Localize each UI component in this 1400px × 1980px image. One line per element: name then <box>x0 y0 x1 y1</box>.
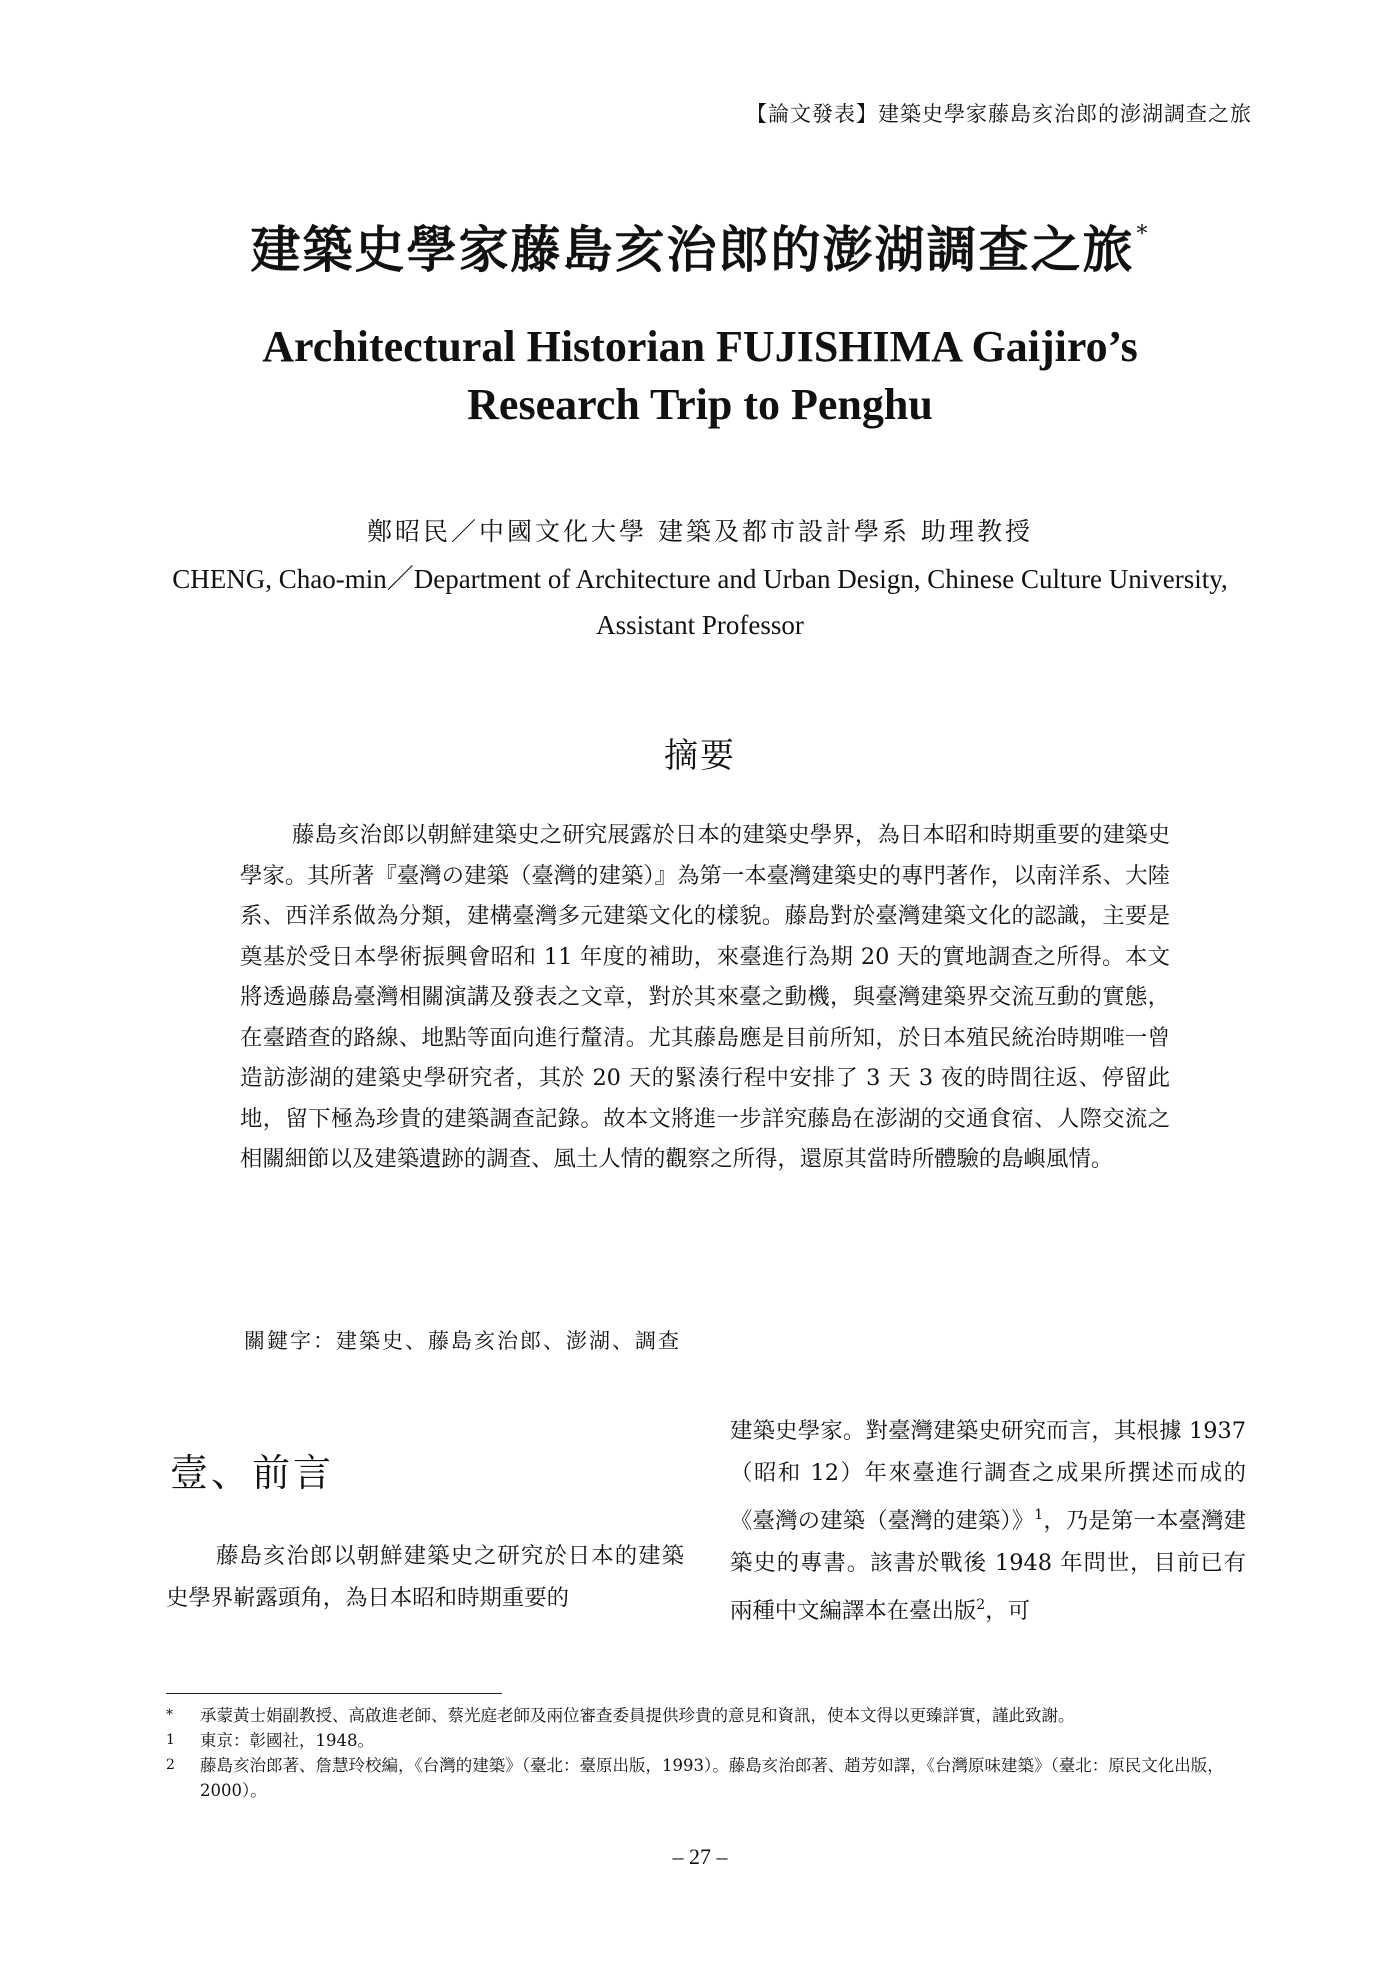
footnote-item <box>166 1753 1256 1803</box>
footnote-ref-1[interactable]: 1 <box>1034 1507 1044 1523</box>
paper-title-en-line1: Architectural Historian FUJISHIMA Gaijiro’s <box>262 322 1138 371</box>
footnote-item <box>166 1728 1256 1753</box>
intro-right-text-2: ，乃是第一本臺灣建築史的專書。該書於戰後 1948 年問世，目前已有兩種中文編譯本在臺出版 <box>730 1508 1247 1624</box>
section-heading: 壹、前言 <box>170 1451 335 1495</box>
intro-left-column: 藤島亥治郎以朝鮮建築史之研究於日本的建築史學界嶄露頭角，為日本昭和時期重要的 <box>166 1543 684 1611</box>
title-footnote-mark: * <box>1136 222 1150 247</box>
abstract-body: 藤島亥治郎以朝鮮建築史之研究展露於日本的建築史學界，為日本昭和時期重要的建築史學家。其所著『臺灣の建築（臺灣的建築）』為第一本臺灣建築史的專門著作，以南洋系、大陸系、西洋系做為分類，建構臺灣多元建築文化的樣貌。藤島對於臺灣建築文化的認識，主要是奠基於受日本學術振興會昭和 11 年度的補助，來臺進行為期 20 天的實地調查之所得。本文將透過藤島臺灣相關演講及發表之文章，對於其來臺之動機，與臺灣建築界交流互動的實態，在臺踏查的路線、地點等面向進行釐清。尤其藤島應是目前所知，於日本殖民統治時期唯一曾造訪澎湖的建築史學研究者，其於 20 天的緊湊行程中安排了 3 天 3 夜的時間往返、停留此地，留下極為珍貴的建築調查記錄。故本文將進一步詳究藤島在澎湖的交通食宿、人際交流之相關細節以及建築遺跡的調查、風土人情的觀察之所得，還原其當時所體驗的島嶼風情。 <box>240 822 1170 1172</box>
paper-title-en-line2: Research Trip to Penghu <box>467 380 933 429</box>
footnote-mark: 2 <box>166 1757 175 1773</box>
keywords: 關鍵字：建築史、藤島亥治郎、澎湖、調查 <box>244 1329 681 1353</box>
abstract-heading: 摘要 <box>664 736 736 776</box>
footnote-text: 藤島亥治郎著、詹慧玲校編，《台灣的建築》（臺北：臺原出版，1993）。藤島亥治郎著、趙芳如譯，《台灣原味建築》（臺北：原民文化出版，2000）。 <box>200 1756 1224 1800</box>
paper-title-en <box>0 318 1400 434</box>
intro-right-text-1: 建築史學家。對臺灣建築史研究而言，其根據 1937（昭和 12）年來臺進行調查之成果所撰述而成的《臺灣の建築（臺灣的建築）》 <box>730 1418 1246 1534</box>
intro-right-column <box>730 1410 1246 1632</box>
footnote-divider <box>166 1693 502 1694</box>
footnote-text: 承蒙黃士娟副教授、高啟進老師、蔡光庭老師及兩位審查委員提供珍貴的意見和資訊，使本文得以更臻詳實，謹此致謝。 <box>200 1706 1075 1725</box>
footnote-text: 東京：彰國社，1948。 <box>200 1731 374 1750</box>
footnote-mark: * <box>166 1707 173 1723</box>
intro-right-text-3: ，可 <box>985 1598 1030 1624</box>
paper-title-zh-text: 建築史學家藤島亥治郎的澎湖調查之旅 <box>250 220 1135 279</box>
author-en: CHENG, Chao-min／Department of Architecture and Urban Design, Chinese Culture University, Assistant Professor <box>172 564 1228 640</box>
footnote-ref-2[interactable]: 2 <box>976 1597 986 1613</box>
page-number: – 27 – <box>672 1844 728 1869</box>
footnotes <box>166 1703 1256 1803</box>
footnote-item <box>166 1703 1256 1728</box>
footnote-mark: 1 <box>166 1732 175 1748</box>
author-zh: 鄭昭民／中國文化大學 建築及都市設計學系 助理教授 <box>367 517 1033 546</box>
paper-title-zh <box>0 210 1400 282</box>
running-header: 【論文發表】建築史學家藤島亥治郎的澎湖調查之旅 <box>746 102 1252 126</box>
